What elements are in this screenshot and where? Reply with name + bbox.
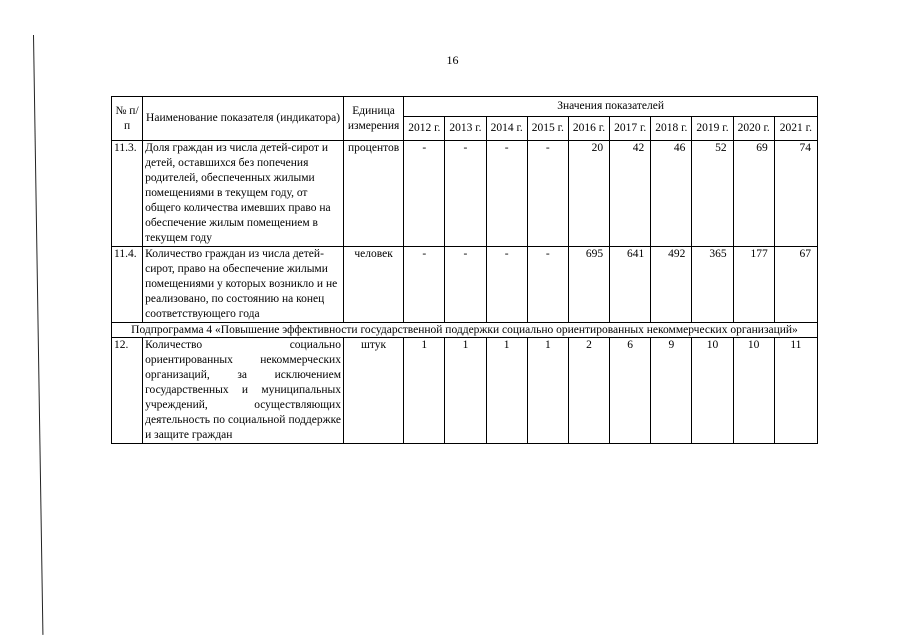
header-name: Наименование показателя (индикатора) [143, 97, 344, 141]
row-value: 20 [568, 141, 609, 247]
row-value: - [527, 141, 568, 247]
table-row [112, 338, 818, 444]
row-value: 695 [568, 247, 609, 323]
row-unit: человек [343, 247, 403, 323]
subprogram-title: Подпрограмма 4 «Повышение эффективности государственной поддержки социально ориентированных некоммерческих организаций» [112, 323, 818, 338]
header-year: 2019 г. [692, 117, 733, 141]
row-value: 10 [733, 338, 774, 444]
row-value: 365 [692, 247, 733, 323]
row-value: 42 [610, 141, 651, 247]
row-unit: штук [343, 338, 403, 444]
row-value: - [486, 141, 527, 247]
row-unit: процентов [343, 141, 403, 247]
row-value: - [486, 247, 527, 323]
header-number: № п/п [112, 97, 143, 141]
subprogram-row [112, 323, 818, 338]
row-number: 11.4. [112, 247, 143, 323]
row-value: 9 [651, 338, 692, 444]
header-year: 2016 г. [568, 117, 609, 141]
row-name: Количество граждан из числа детей-сирот, право на обеспечение жилыми помещениями у которых возникло и не реализовано, по состоянию на конец соответствующего года [143, 247, 344, 323]
header-year: 2012 г. [404, 117, 445, 141]
row-value: 46 [651, 141, 692, 247]
row-name: Количество социально ориентированных некоммерческих организаций, за исключением государственных и муниципальных учреждений, осуществляющих деятельность по социальной поддержке и защите граждан [143, 338, 344, 444]
row-value: 1 [445, 338, 486, 444]
table-row [112, 141, 818, 247]
row-value: 1 [527, 338, 568, 444]
row-number: 11.3. [112, 141, 143, 247]
header-year: 2021 г. [774, 117, 817, 141]
row-value: 177 [733, 247, 774, 323]
page-number: 16 [446, 53, 459, 67]
row-value: 52 [692, 141, 733, 247]
row-value: 10 [692, 338, 733, 444]
header-year: 2014 г. [486, 117, 527, 141]
header-year: 2017 г. [610, 117, 651, 141]
row-value: 67 [774, 247, 817, 323]
row-value: - [527, 247, 568, 323]
header-year: 2015 г. [527, 117, 568, 141]
row-name: Доля граждан из числа детей-сирот и детей, оставшихся без попечения родителей, обеспеченных жилыми помещениями в текущем году, от общего количества имевших право на обеспечение жилым помещением в текущем году [143, 141, 344, 247]
row-value: 1 [486, 338, 527, 444]
scan-edge-line [33, 35, 43, 635]
header-unit: Единица измерения [343, 97, 403, 141]
row-value: - [445, 141, 486, 247]
row-value: 641 [610, 247, 651, 323]
table-row [112, 247, 818, 323]
indicators-table [111, 96, 818, 444]
row-value: 6 [610, 338, 651, 444]
row-number: 12. [112, 338, 143, 444]
row-value: 11 [774, 338, 817, 444]
header-year: 2013 г. [445, 117, 486, 141]
header-year: 2018 г. [651, 117, 692, 141]
row-value: 69 [733, 141, 774, 247]
row-value: 74 [774, 141, 817, 247]
header-year: 2020 г. [733, 117, 774, 141]
header-values-group: Значения показателей [404, 97, 818, 117]
row-value: 2 [568, 338, 609, 444]
header-row-1 [112, 97, 818, 117]
row-value: 492 [651, 247, 692, 323]
row-value: 1 [404, 338, 445, 444]
row-value: - [404, 247, 445, 323]
row-value: - [445, 247, 486, 323]
row-value: - [404, 141, 445, 247]
